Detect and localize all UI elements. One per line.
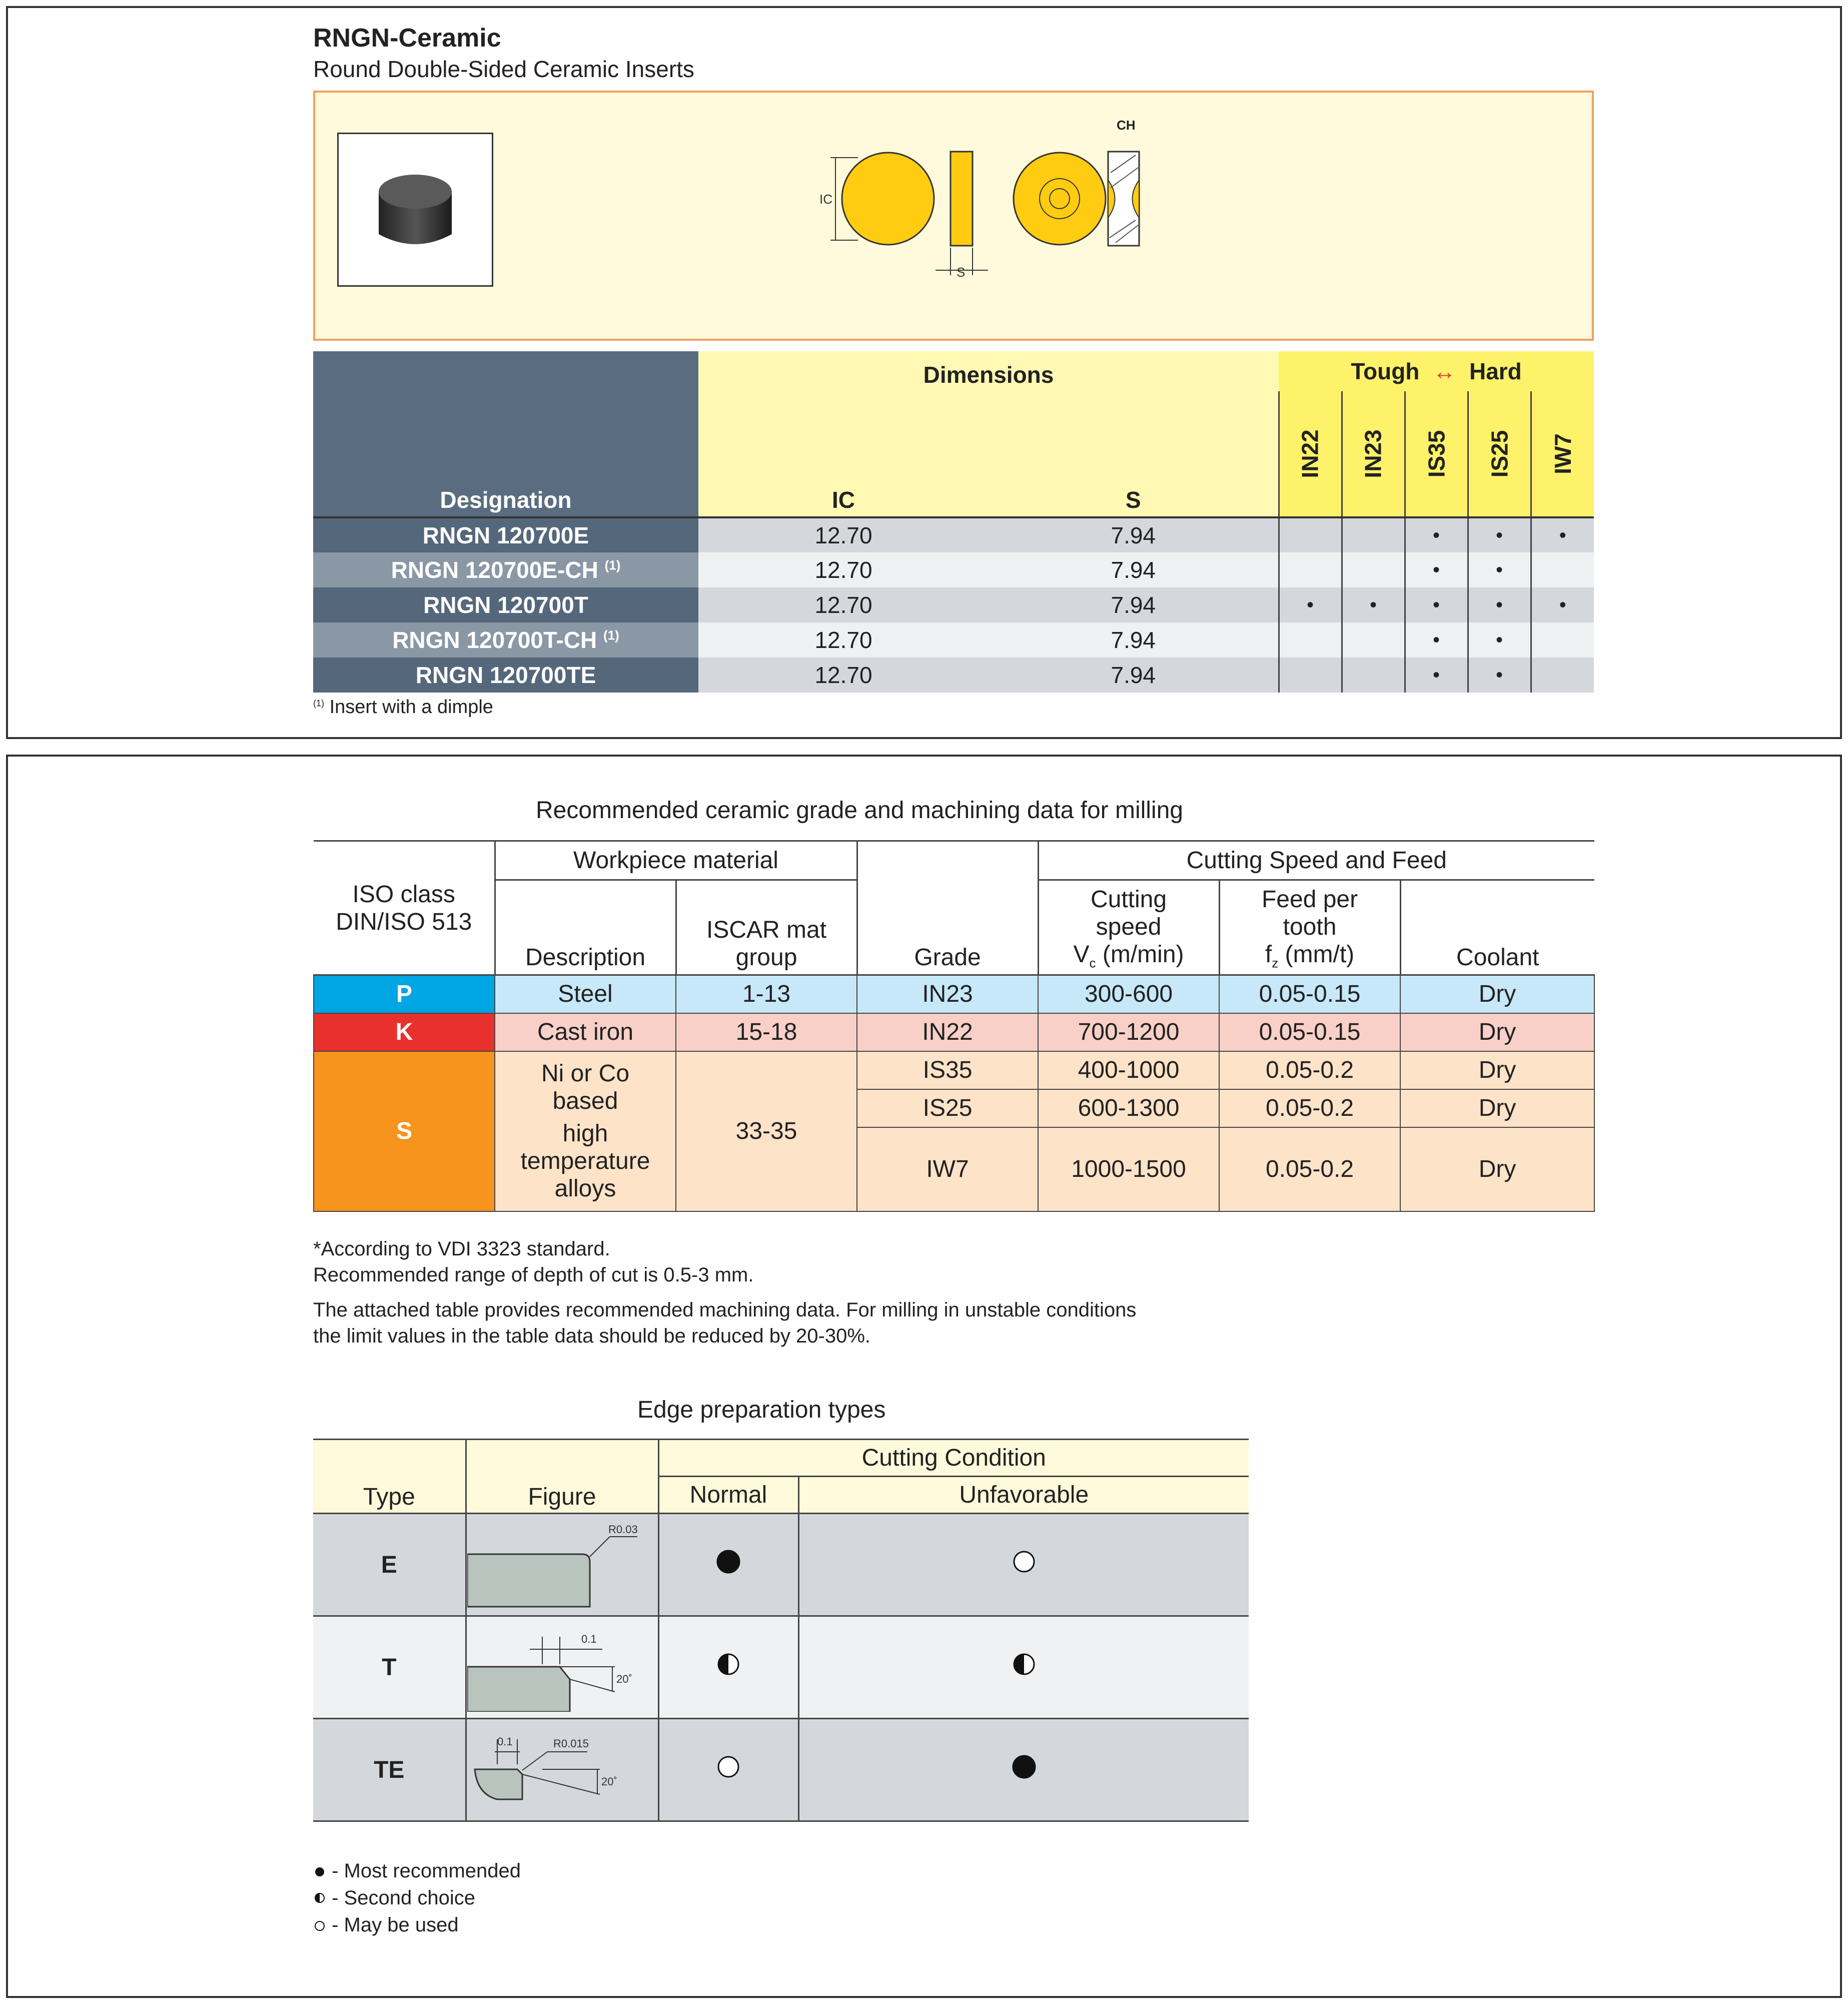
svg-text:0.1: 0.1 xyxy=(497,1735,513,1748)
insert-drawing xyxy=(815,118,1166,298)
grade-cell: IN22 xyxy=(857,1013,1038,1051)
col-cutting: Cutting Speed and Feed xyxy=(1038,841,1594,880)
unfavorable-mark xyxy=(798,1616,1249,1719)
iso-s: S xyxy=(314,1051,495,1211)
legend xyxy=(313,1857,521,1938)
feed-cell: 0.05-0.15 xyxy=(1219,1013,1400,1051)
grade-mark: • xyxy=(1279,587,1342,622)
grade-mark xyxy=(1342,517,1405,552)
type-cell: E xyxy=(313,1514,466,1616)
coolant-cell: Dry xyxy=(1400,1051,1594,1089)
grade-is25: IS25 xyxy=(1468,391,1531,517)
half-circle-icon xyxy=(1010,1650,1038,1678)
svg-text:0.1: 0.1 xyxy=(581,1633,597,1645)
iso-k: K xyxy=(314,1013,495,1051)
speed-cell: 1000-1500 xyxy=(1038,1127,1219,1211)
svg-text:R0.03: R0.03 xyxy=(608,1523,638,1536)
grade-cell: IS25 xyxy=(857,1089,1038,1127)
grade-in23: IN23 xyxy=(1342,391,1405,517)
group-cell: 33-35 xyxy=(676,1051,857,1211)
col-designation: Designation xyxy=(313,351,698,517)
grade-mark xyxy=(1531,622,1594,657)
svg-text:20˚: 20˚ xyxy=(601,1775,617,1788)
table-row xyxy=(314,1051,1594,1089)
legend-may: - May be used xyxy=(313,1911,521,1938)
col-grade: Grade xyxy=(857,841,1038,975)
scale-arrow-icon: ↔ xyxy=(1433,358,1456,384)
legend-most: - Most recommended xyxy=(313,1857,521,1884)
normal-mark xyxy=(658,1719,798,1821)
note-data-1: The attached table provides recommended machining data. For milling in unstable conditions xyxy=(313,1299,1137,1321)
table-row xyxy=(313,657,1594,693)
milling-notes xyxy=(313,1236,1136,1349)
note-data-2: the limit values in the table data should be reduced by 20-30%. xyxy=(313,1325,871,1347)
grade-iw7: IW7 xyxy=(1531,391,1594,517)
col-normal: Normal xyxy=(658,1477,798,1514)
grade-cell: IS35 xyxy=(857,1051,1038,1089)
col-dimensions: Dimensions xyxy=(698,351,1279,391)
grade-mark: • xyxy=(1468,622,1531,657)
normal-mark xyxy=(658,1616,798,1719)
edge-title: Edge preparation types xyxy=(637,1397,886,1423)
milling-table xyxy=(313,840,1595,1212)
grade-in22: IN22 xyxy=(1279,391,1342,517)
grade-mark xyxy=(1531,552,1594,587)
table-row xyxy=(313,1514,1249,1616)
unfavorable-mark xyxy=(798,1514,1249,1616)
page-title: RNGN-Ceramic xyxy=(313,24,501,53)
coolant-cell: Dry xyxy=(1400,1013,1594,1051)
full-circle-icon xyxy=(714,1548,742,1576)
full-circle-icon xyxy=(1010,1753,1038,1781)
label-ch: CH xyxy=(1117,118,1136,133)
ic-cell: 12.70 xyxy=(698,622,989,657)
type-cell: T xyxy=(313,1616,466,1719)
ic-cell: 12.70 xyxy=(698,657,989,693)
grade-mark: • xyxy=(1405,517,1468,552)
col-feed: Feed per tooth $f_z$ (mm/t) xyxy=(1219,880,1400,975)
label-s: S xyxy=(957,265,966,280)
designation-footnote: $^{(1)}$ Insert with a dimple xyxy=(313,697,493,718)
designation-cell: RNGN 120700T-CH $^{(1)}$ xyxy=(313,622,698,657)
unfavorable-mark xyxy=(798,1719,1249,1821)
table-row xyxy=(313,552,1594,587)
col-type: Type xyxy=(313,1440,466,1514)
normal-mark xyxy=(658,1514,798,1616)
col-description: Description xyxy=(495,880,676,975)
table-row xyxy=(313,587,1594,622)
edge-table xyxy=(313,1439,1249,1822)
table-row xyxy=(313,1616,1249,1719)
label-ic: IC xyxy=(819,192,832,207)
col-ic: IC xyxy=(698,391,989,517)
svg-text:R0.015: R0.015 xyxy=(553,1737,589,1750)
page-subtitle: Round Double-Sided Ceramic Inserts xyxy=(313,56,694,82)
designation-cell: RNGN 120700E-CH $^{(1)}$ xyxy=(313,552,698,587)
grade-mark xyxy=(1279,552,1342,587)
designation-cell: RNGN 120700E xyxy=(313,517,698,552)
grade-mark: • xyxy=(1468,587,1531,622)
grade-mark xyxy=(1342,622,1405,657)
legend-second: - Second choice xyxy=(313,1884,521,1911)
grade-mark xyxy=(1342,552,1405,587)
empty-circle-icon xyxy=(313,1918,326,1931)
grade-mark: • xyxy=(1405,622,1468,657)
table-row xyxy=(314,1013,1594,1051)
empty-circle-icon xyxy=(1010,1548,1038,1576)
s-cell: 7.94 xyxy=(989,552,1279,587)
grade-cell: IW7 xyxy=(857,1127,1038,1211)
feed-cell: 0.05-0.2 xyxy=(1219,1127,1400,1211)
product-panel xyxy=(6,6,1842,739)
table-row xyxy=(314,975,1594,1013)
grade-mark: • xyxy=(1468,657,1531,693)
col-workpiece: Workpiece material xyxy=(495,841,857,880)
s-cell: 7.94 xyxy=(989,587,1279,622)
speed-cell: 600-1300 xyxy=(1038,1089,1219,1127)
table-row xyxy=(313,1719,1249,1821)
svg-text:20˚: 20˚ xyxy=(616,1673,632,1685)
milling-title: Recommended ceramic grade and machining data for milling xyxy=(536,797,1183,824)
description-cell: Steel xyxy=(495,975,676,1013)
col-unfavorable: Unfavorable xyxy=(798,1477,1249,1514)
col-s: S xyxy=(989,391,1279,517)
grade-is35: IS35 xyxy=(1405,391,1468,517)
machining-panel xyxy=(6,755,1842,1998)
table-row xyxy=(313,622,1594,657)
col-iscar-group: ISCAR mat group xyxy=(676,880,857,975)
grade-mark: • xyxy=(1405,657,1468,693)
edge-te-figure xyxy=(466,1719,658,1821)
table-row xyxy=(313,517,1594,552)
note-depth: Recommended range of depth of cut is 0.5-3 mm. xyxy=(313,1264,754,1286)
s-cell: 7.94 xyxy=(989,657,1279,693)
feed-cell: 0.05-0.2 xyxy=(1219,1051,1400,1089)
col-coolant: Coolant xyxy=(1400,880,1594,975)
s-cell: 7.94 xyxy=(989,622,1279,657)
scale-tough: Tough xyxy=(1351,358,1420,384)
ic-cell: 12.70 xyxy=(698,552,989,587)
ic-cell: 12.70 xyxy=(698,517,989,552)
toughness-scale xyxy=(1279,351,1594,391)
grade-mark xyxy=(1342,657,1405,693)
coolant-cell: Dry xyxy=(1400,1089,1594,1127)
s-cell: 7.94 xyxy=(989,517,1279,552)
designation-cell: RNGN 120700T xyxy=(313,587,698,622)
edge-e-figure xyxy=(466,1514,658,1616)
speed-cell: 400-1000 xyxy=(1038,1051,1219,1089)
feed-cell: 0.05-0.2 xyxy=(1219,1089,1400,1127)
speed-cell: 700-1200 xyxy=(1038,1013,1219,1051)
half-circle-icon xyxy=(313,1891,326,1904)
col-iso-class: ISO class DIN/ISO 513 xyxy=(314,841,495,975)
grade-mark: • xyxy=(1405,587,1468,622)
type-cell: TE xyxy=(313,1719,466,1821)
coolant-cell: Dry xyxy=(1400,1127,1594,1211)
col-figure: Figure xyxy=(466,1440,658,1514)
grade-mark: • xyxy=(1531,517,1594,552)
half-circle-icon xyxy=(714,1650,742,1678)
speed-cell: 300-600 xyxy=(1038,975,1219,1013)
scale-hard: Hard xyxy=(1469,358,1522,384)
grade-mark: • xyxy=(1468,552,1531,587)
designation-table xyxy=(313,351,1594,693)
note-vdi: *According to VDI 3323 standard. xyxy=(313,1238,610,1260)
grade-mark: • xyxy=(1468,517,1531,552)
grade-mark xyxy=(1279,517,1342,552)
iso-p: P xyxy=(314,975,495,1013)
group-cell: 15-18 xyxy=(676,1013,857,1051)
designation-cell: RNGN 120700TE xyxy=(313,657,698,693)
grade-mark xyxy=(1279,657,1342,693)
grade-mark xyxy=(1279,622,1342,657)
edge-t-figure xyxy=(466,1616,658,1719)
full-circle-icon xyxy=(313,1864,326,1877)
description-cell: Ni or Co based high temperature alloys xyxy=(495,1051,676,1211)
grade-mark: • xyxy=(1405,552,1468,587)
insert-photo xyxy=(337,133,493,287)
grade-mark: • xyxy=(1531,587,1594,622)
grade-cell: IN23 xyxy=(857,975,1038,1013)
col-condition: Cutting Condition xyxy=(658,1440,1249,1477)
col-speed: Cutting speed $V_c$ (m/min) xyxy=(1038,880,1219,975)
grade-mark xyxy=(1531,657,1594,693)
feed-cell: 0.05-0.15 xyxy=(1219,975,1400,1013)
grade-mark: • xyxy=(1342,587,1405,622)
coolant-cell: Dry xyxy=(1400,975,1594,1013)
insert-figure-box xyxy=(313,91,1594,341)
description-cell: Cast iron xyxy=(495,1013,676,1051)
ic-cell: 12.70 xyxy=(698,587,989,622)
empty-circle-icon xyxy=(714,1753,742,1781)
group-cell: 1-13 xyxy=(676,975,857,1013)
